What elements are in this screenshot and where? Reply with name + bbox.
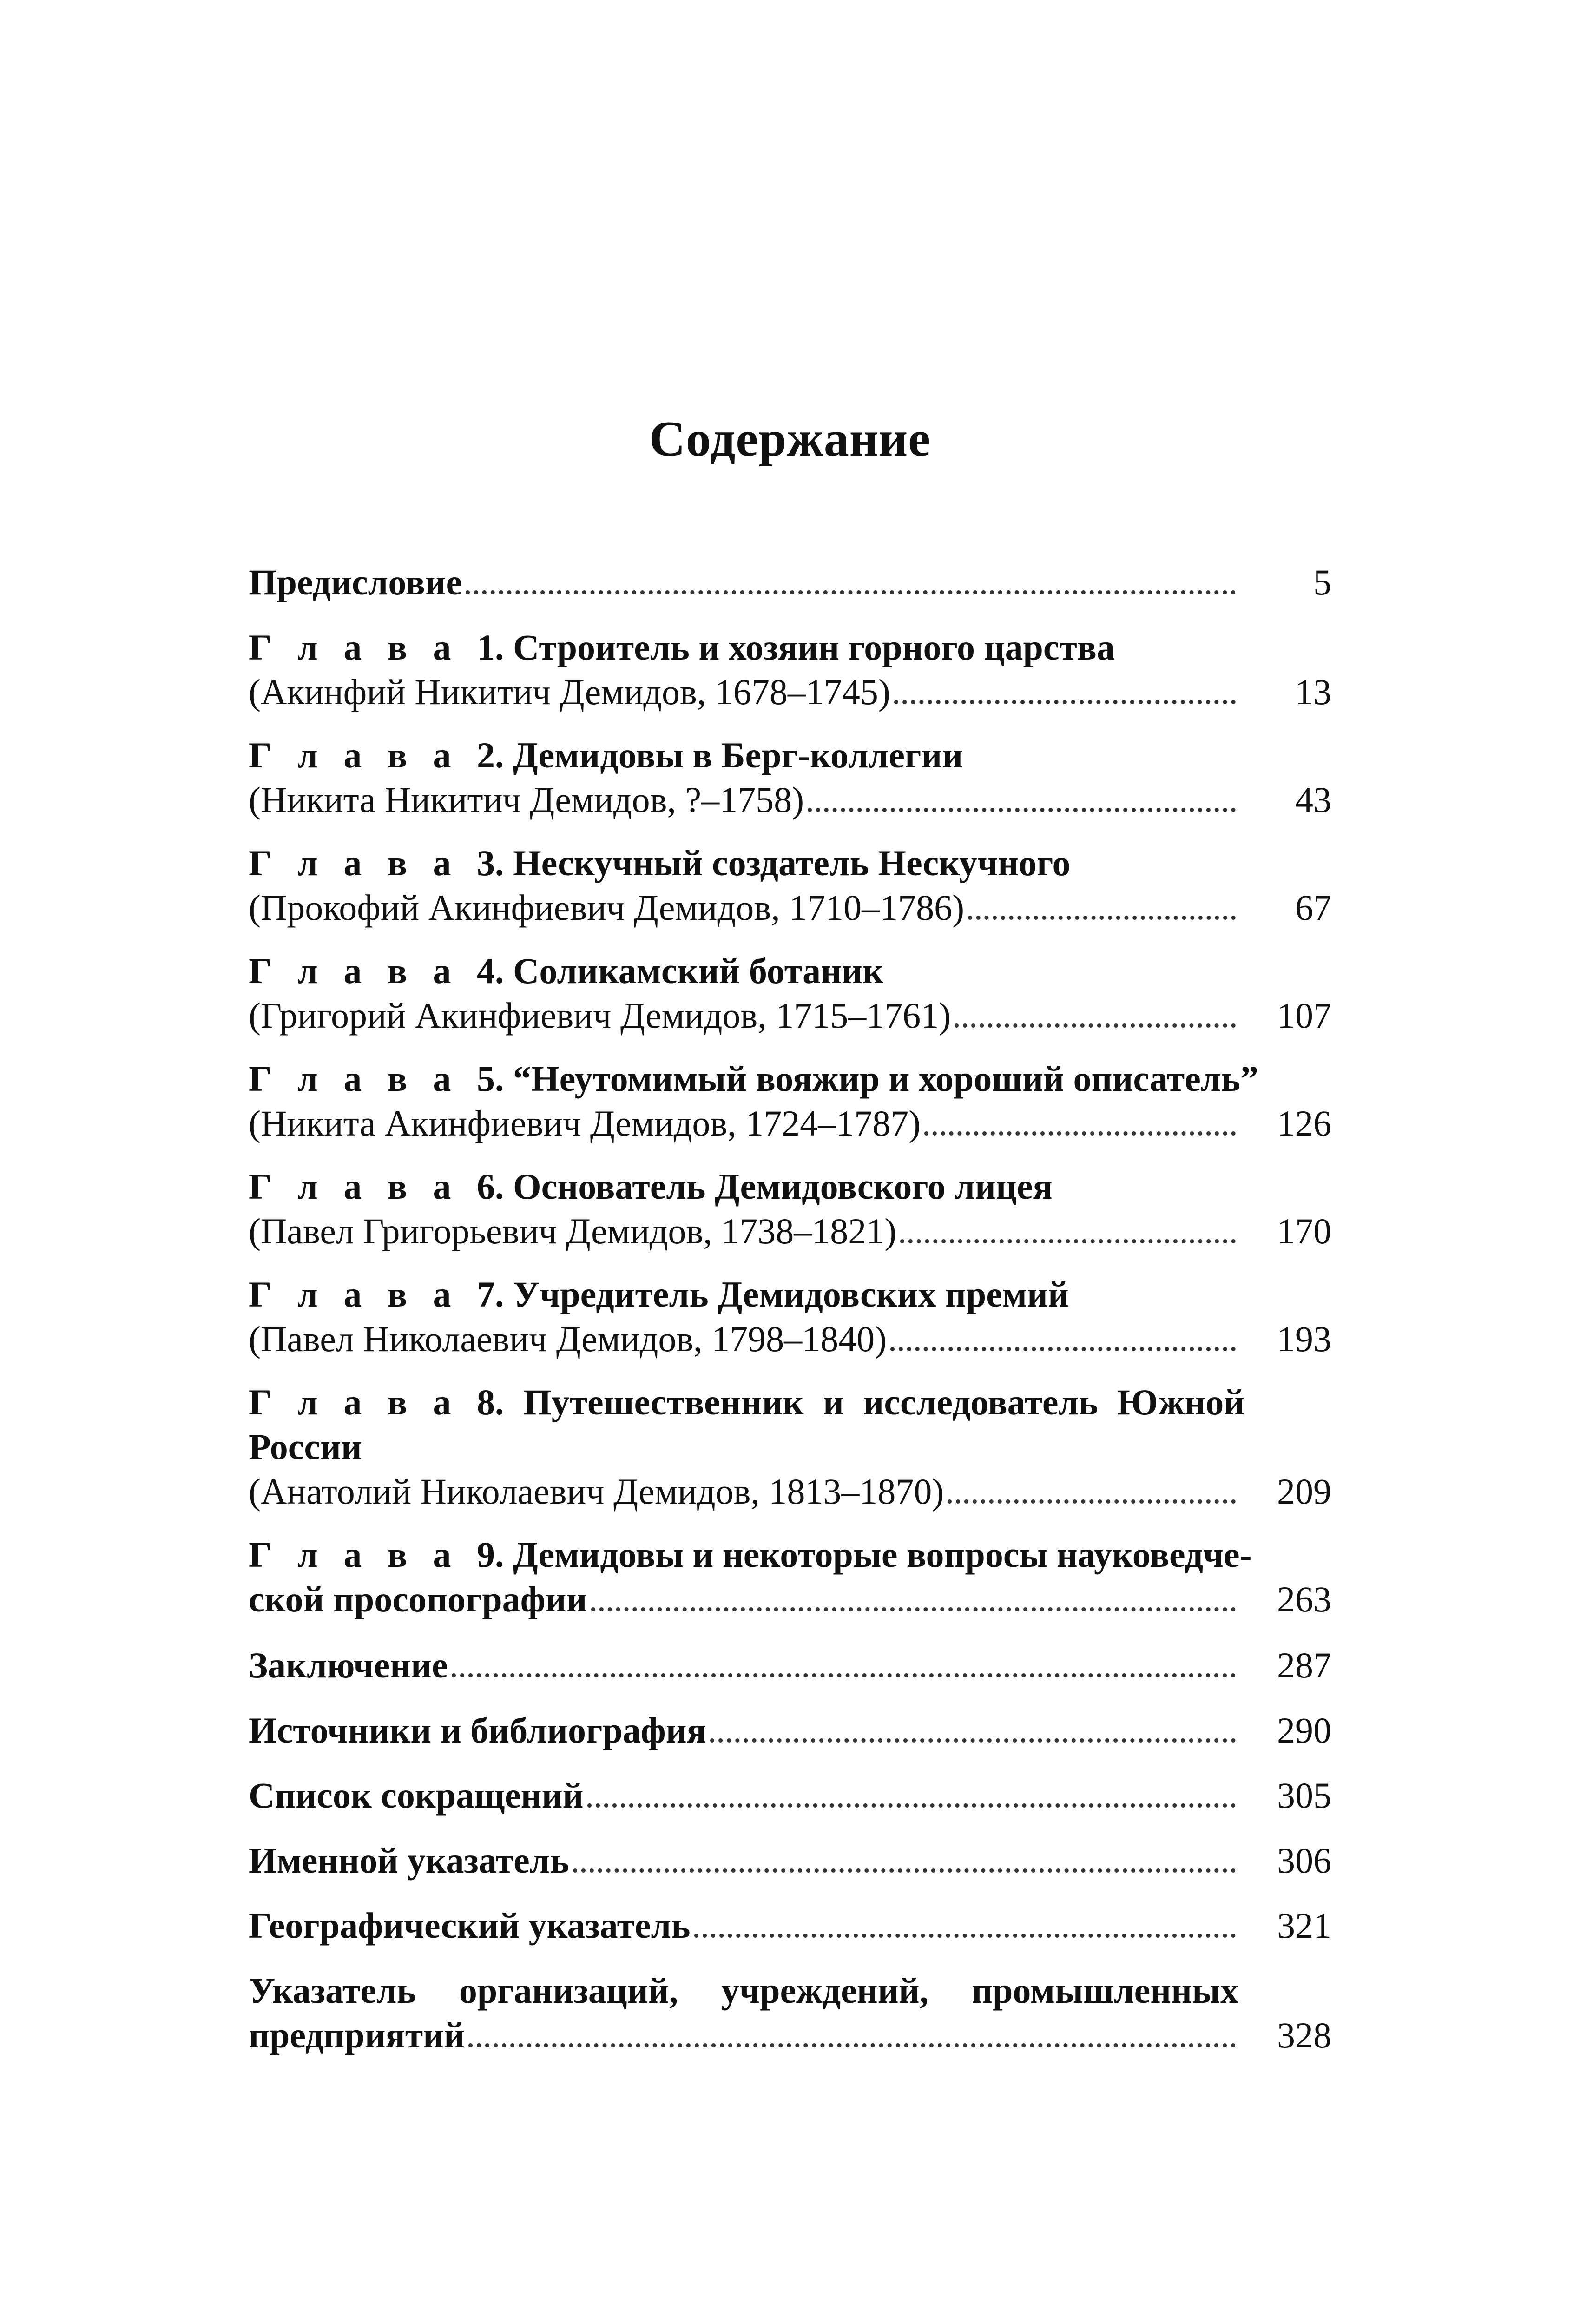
toc-page-number: 306 [1277,1840,1331,1881]
toc-entry-chapter-7[interactable] [249,1272,1331,1361]
dot-leader [968,916,1236,920]
toc-entry-title: 9. Демидовы и некоторые вопросы науковедче- [477,1534,1252,1575]
dot-leader [894,700,1236,704]
toc-page-number: 263 [1277,1579,1331,1619]
toc-page-number: 328 [1277,2015,1331,2055]
chapter-label: Г л а в а [249,1058,477,1099]
toc-entry-chapter-4[interactable] [249,949,1331,1038]
toc-entry-title: Именной указатель [249,1838,569,1883]
dot-leader [591,1607,1236,1611]
dot-leader [468,2043,1236,2047]
toc-page-number: 290 [1277,1710,1331,1750]
toc-entry-subtitle: (Павел Григорьевич Демидов, 1738–1821) [249,1209,896,1254]
toc-entry-title: 4. Соликамский ботаник [477,951,883,991]
dot-leader [466,590,1236,594]
toc-entry-title: Заключение [249,1643,448,1688]
chapter-label: Г л а в а [249,627,477,667]
toc-entry-geographic-index[interactable] [249,1903,1331,1948]
toc-page-number: 209 [1277,1471,1331,1512]
toc-entry-title: 3. Нескучный создатель Нескучного [477,843,1071,883]
dot-leader [573,1868,1236,1873]
toc-entry-title: 6. Основатель Демидовского лицея [477,1166,1053,1207]
chapter-label: Г л а в а [249,1274,477,1314]
chapter-label: Г л а в а [249,1382,477,1422]
chapter-label: Г л а в а [249,735,477,775]
dot-leader [710,1738,1236,1743]
toc-page-number: 5 [1313,562,1331,602]
toc-entry-chapter-3[interactable] [249,841,1331,930]
dot-leader [694,1934,1236,1938]
toc-entry-title-continuation: ской просопографии [249,1577,587,1622]
toc-page-number: 193 [1277,1319,1331,1359]
toc-entry-sources[interactable] [249,1708,1331,1753]
toc-entry-title: 5. “Неутомимый вояжир и хороший описатель” [477,1058,1258,1099]
toc-entry-subtitle: (Прокофий Акинфиевич Демидов, 1710–1786) [249,885,964,930]
toc-entry-name-index[interactable] [249,1838,1331,1883]
dot-leader [955,1023,1236,1028]
dot-leader [900,1239,1236,1243]
dot-leader [452,1673,1236,1677]
toc-page-number: 67 [1295,887,1331,928]
toc-entry-title: Предисловие [249,560,462,605]
toc-page-number: 170 [1277,1211,1331,1251]
toc-entry-subtitle: (Никита Акинфиевич Демидов, 1724–1787) [249,1101,921,1146]
page-title: Содержание [649,411,931,467]
toc-page-number: 43 [1295,779,1331,820]
toc-entry-chapter-2[interactable] [249,733,1331,822]
toc-entry-subtitle: (Анатолий Николаевич Демидов, 1813–1870) [249,1469,944,1514]
chapter-label: Г л а в а [249,1166,477,1207]
toc-entry-title: 7. Учредитель Демидовских премий [477,1274,1069,1314]
toc-page-number: 107 [1277,995,1331,1036]
toc-entry-chapter-1[interactable] [249,625,1331,714]
dot-leader [890,1347,1236,1351]
toc-entry-subtitle: (Никита Никитич Демидов, ?–1758) [249,778,804,822]
toc-entry-subtitle: (Акинфий Никитич Демидов, 1678–1745) [249,670,890,714]
dot-leader [587,1803,1236,1808]
toc-entry-chapter-5[interactable] [249,1056,1331,1146]
toc-entry-subtitle: (Павел Николаевич Демидов, 1798–1840) [249,1317,887,1361]
toc-entry-preface[interactable] [249,560,1331,605]
toc-entry-abbreviations[interactable] [249,1773,1331,1818]
toc-page-number: 305 [1277,1775,1331,1816]
chapter-label: Г л а в а [249,843,477,883]
dot-leader [948,1499,1236,1504]
toc-entry-chapter-8[interactable] [249,1380,1331,1514]
toc-entry-subtitle: (Григорий Акинфиевич Демидов, 1715–1761) [249,993,951,1038]
toc-entry-title: 8. Путешественник и исследователь Южной [477,1382,1245,1422]
chapter-label: Г л а в а [249,1534,477,1575]
toc-entry-title: Список сокращений [249,1773,584,1818]
toc-entry-chapter-6[interactable] [249,1164,1331,1254]
toc-entry-title-continuation: предприятий [249,2013,465,2058]
toc-page-number: 287 [1277,1645,1331,1685]
toc-entry-title: Указатель организаций, учреждений, промышленных [249,1970,1238,2011]
toc-entry-conclusion[interactable] [249,1643,1331,1688]
toc-entry-chapter-9[interactable] [249,1532,1331,1622]
dot-leader [924,1131,1236,1136]
toc-entry-organizations-index[interactable] [249,1968,1331,2058]
chapter-label: Г л а в а [249,951,477,991]
toc-entry-title: Источники и библиография [249,1708,706,1753]
toc-page-number: 13 [1295,672,1331,712]
toc-entry-title-continuation: России [249,1426,362,1467]
dot-leader [808,808,1236,812]
toc-entry-title: 2. Демидовы в Берг-коллегии [477,735,963,775]
toc-page-number: 126 [1277,1103,1331,1143]
toc-entry-title: 1. Строитель и хозяин горного царства [477,627,1115,667]
toc-page-number: 321 [1277,1905,1331,1946]
toc-entry-title: Географический указатель [249,1903,691,1948]
